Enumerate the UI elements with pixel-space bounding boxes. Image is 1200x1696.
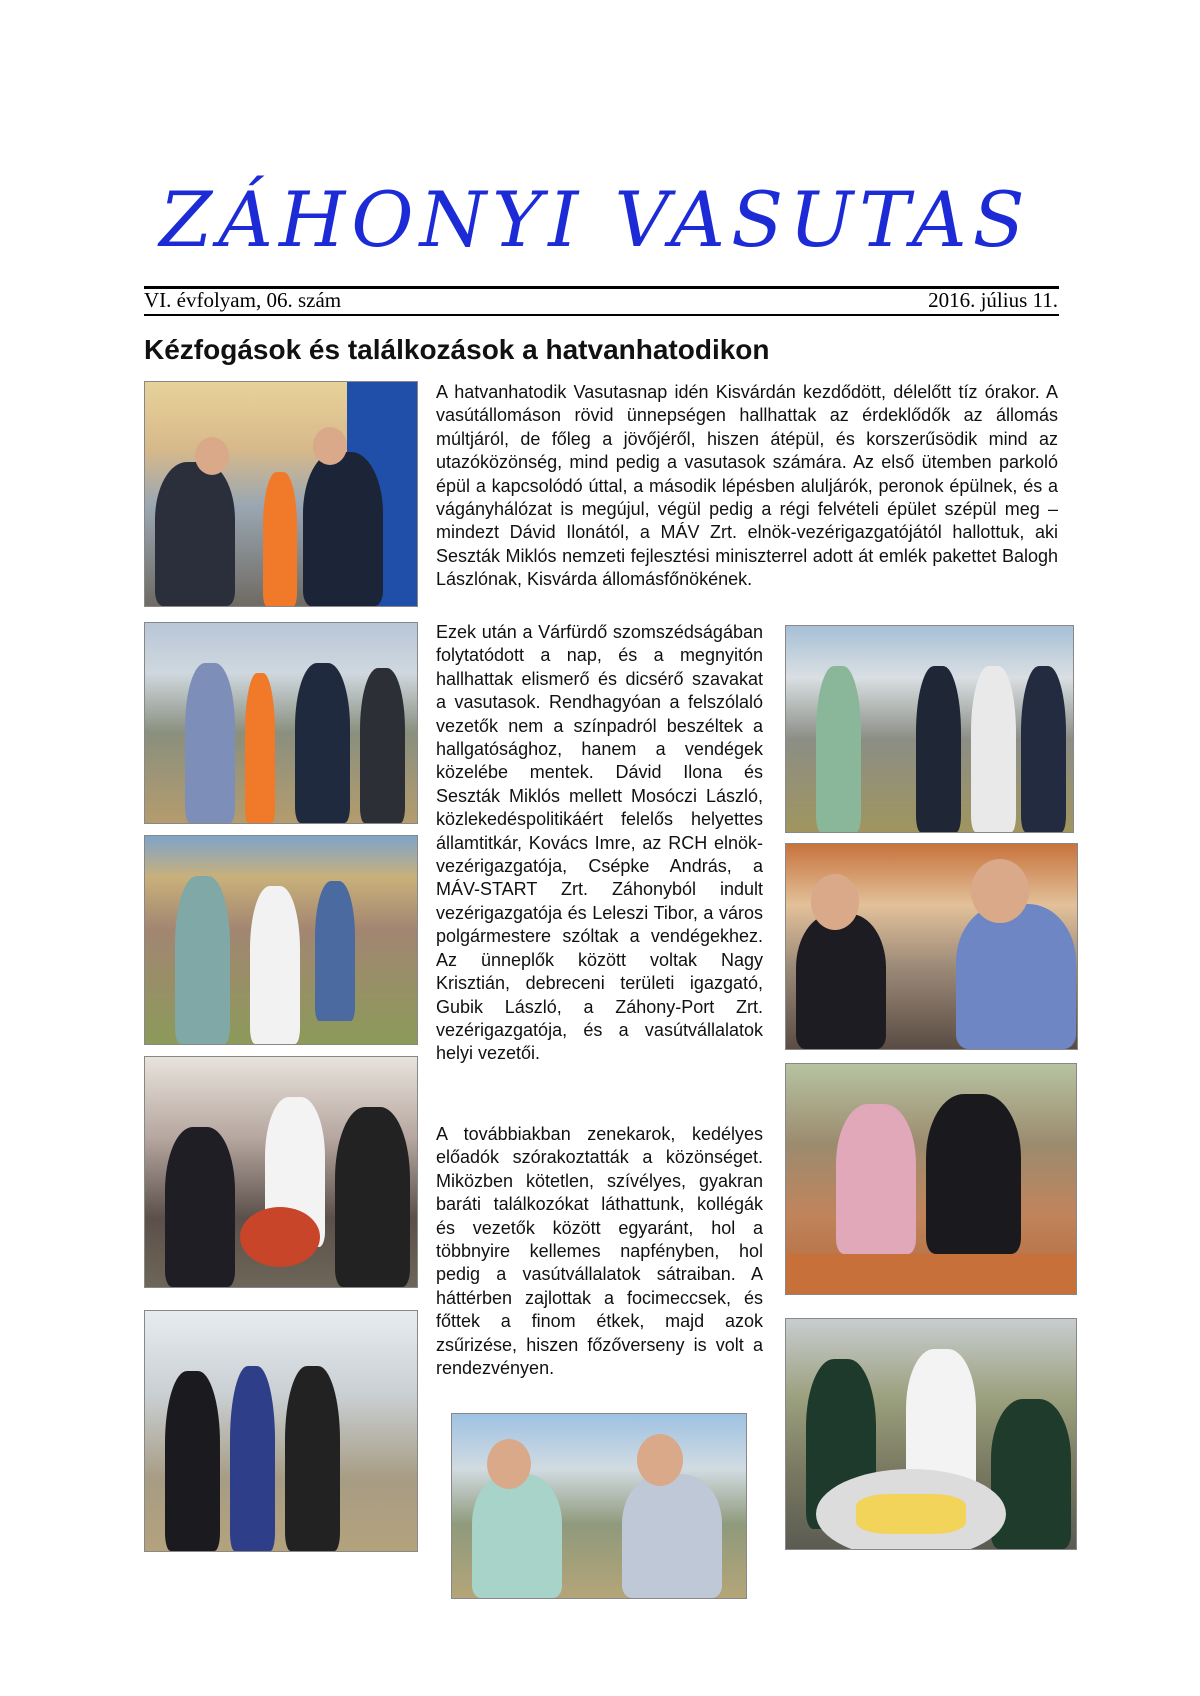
article-paragraph-3: A továbbiakban zenekarok, kedélyes előadók szórakoztatták a közönséget. Miközben kötetlen, szívélyes, gyakran baráti találkozókat láthattunk, kollégák és vezetők között egyaránt, hol a többnyire kellemes napfényben, hol pedig a vasútvállalatok sátraiban. A háttérben zajlottak a focimeccsek, és főttek a finom étkek, majd azok zsűrizése, hiszen főzőverseny is volt a rendezvényen. bbox=[436, 1124, 763, 1379]
article-paragraph-2: Ezek után a Várfürdő szomszédságában folytatódott a nap, és a megnyitón hallhattak elismerő és dicsérő szavakat a vasutasok. Rendhagyóan a felszólaló vezetők nem a színpadról beszéltek a hallgatósághoz, hanem a vendégek közelébe mentek. Dávid Ilona és Seszták Miklós mellett Mosóczi László, közlekedéspolitikáért felelős helyettes államtitkár, Kovács Imre, az RCH elnök-vezérigazgatója, Csépke András, a MÁV-START Zrt. Záhonyból indult vezérigazgatója és Leleszi Tibor, a város polgármestere szóltak a vendégekhez. Az ünneplők között voltak Nagy Krisztián, debreceni területi igazgató, Gubik László, a Záhony-Port Zrt. vezérigazgatója, és a vasútvállalatok helyi vezetői. bbox=[436, 622, 763, 1064]
issue-date: 2016. július 11. bbox=[928, 288, 1058, 312]
photo-cooking-cauldron bbox=[144, 1056, 418, 1288]
photo-corn-cooking bbox=[785, 1318, 1077, 1550]
article-paragraph-1: A hatvanhatodik Vasutasnap idén Kisvárdán kezdődött, délelőtt tíz órakor. A vasútállomáson rövid ünnepségen hallhattak az érdeklődők az állomás múltjáról, de főleg a jövőjéről, hiszen átépül, és korszerűsödik mind az utazóközönség, mind pedig a vasutasok számára. Az első ütemben parkoló épül a kapcsolódó úttal, a második lépésben aluljárók, peronok épülnek, és a vágányhálózat is megújul, végül pedig a régi felvételi épület szépül meg – mindezt Dávid Ilonától, a MÁV Zrt. elnök-vezérigazgatójától hallottuk, aki Seszták Miklós nemzeti fejlesztési miniszterrel adott át emlék pakettet Balogh Lászlónak, Kisvárda állomásfőnökének. bbox=[436, 382, 1058, 590]
photo-women-outdoors bbox=[144, 1310, 418, 1552]
photo-two-men-handshake bbox=[451, 1413, 747, 1599]
article-headline: Kézfogások és találkozások a hatvanhatodikon bbox=[144, 334, 770, 365]
masthead-title: ZÁHONYI VASUTAS bbox=[159, 175, 1031, 264]
photo-crowd-greeting bbox=[144, 622, 418, 824]
photo-cooking-table bbox=[785, 1063, 1077, 1295]
masthead-rule-bottom bbox=[144, 314, 1059, 316]
issue-info: VI. évfolyam, 06. szám bbox=[144, 288, 342, 312]
photo-men-handshake-tent bbox=[785, 843, 1078, 1050]
photo-officials-group bbox=[785, 625, 1074, 833]
photo-station-handshake bbox=[144, 381, 418, 607]
photo-festival-crowd bbox=[144, 835, 418, 1045]
